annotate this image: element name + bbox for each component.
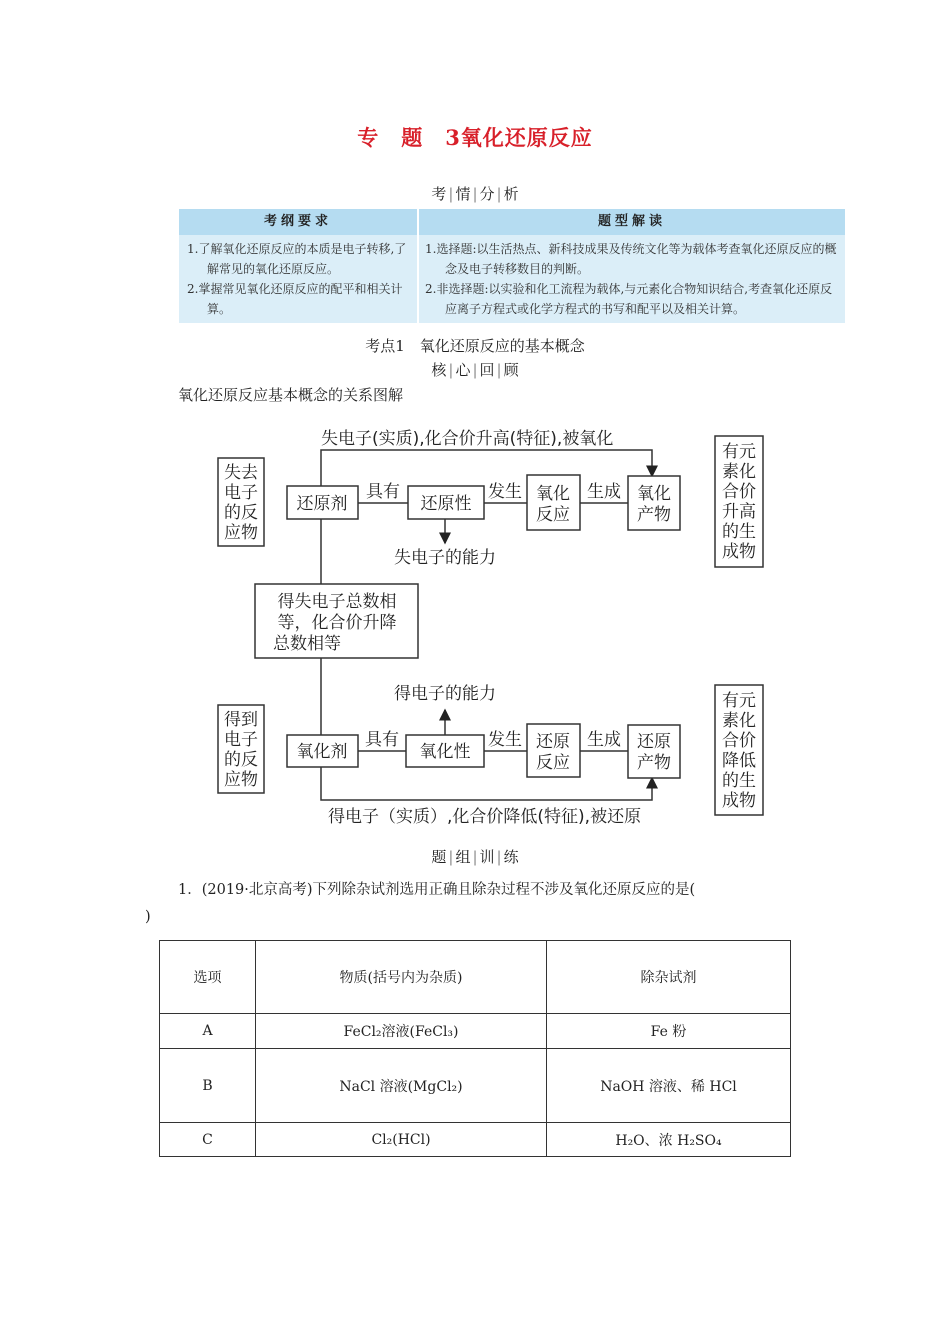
box-text: 得失电子总数相 xyxy=(277,592,397,612)
occur-label: 发生 xyxy=(488,730,522,750)
bottom-arrow-line xyxy=(321,767,652,800)
table-cell: C xyxy=(160,1123,256,1157)
heading-char: 心 xyxy=(455,361,471,379)
question-1-stem: 1．(2019·北京高考)下列除杂试剂选用正确且除杂过程不涉及氧化还原反应的是( xyxy=(178,882,696,898)
box-text: 的生 xyxy=(722,771,756,791)
box-text: 素化 xyxy=(722,462,756,482)
oxidizability-label: 氧化性 xyxy=(419,742,471,762)
table-cell: FeCl₂溶液(FeCl₃) xyxy=(256,1014,547,1049)
heading-char: 情 xyxy=(455,185,471,203)
section-heading-tizu: 题 | 组 | 训 | 练 xyxy=(431,848,519,866)
box-text: 还原 xyxy=(536,732,570,752)
section-heading-hexin: 核 | 心 | 回 | 顾 xyxy=(431,361,519,379)
heading-char: 组 xyxy=(455,848,471,866)
box-text: 降低 xyxy=(722,751,756,771)
table-cell: NaOH 溶液、稀 HCl xyxy=(547,1049,791,1123)
box-text: 电子 xyxy=(224,483,258,503)
heading-char: 练 xyxy=(503,848,519,866)
box-text: 氧化 xyxy=(536,484,570,504)
table-row xyxy=(160,1014,791,1049)
table-row xyxy=(160,1123,791,1157)
header-requirements: 考纲要求 xyxy=(179,209,417,235)
box-text: 应物 xyxy=(224,523,258,543)
title-part2: 题 xyxy=(401,125,424,150)
requirement-item: 2.掌握常见氧化还原反应的配平和相关计算。 xyxy=(187,282,403,316)
box-text: 的反 xyxy=(224,750,258,770)
table-cell: NaCl 溶液(MgCl₂) xyxy=(256,1049,547,1123)
question-type-item: 2.非选择题:以实验和化工流程为载体,与元素化合物知识结合,考查氧化还原反应离子方程式或化学方程式的书写和配平以及相关计算。 xyxy=(425,282,833,316)
heading-char: 核 xyxy=(431,361,447,379)
reductant-label: 还原剂 xyxy=(296,494,348,514)
title-part1: 专 xyxy=(357,125,380,150)
table-cell: B xyxy=(160,1049,256,1123)
bottom-arrow-label: 得电子（实质）,化合价降低(特征),被还原 xyxy=(328,807,642,827)
heading-char: 考 xyxy=(431,185,447,203)
question-1-stem-end: ) xyxy=(145,909,151,925)
table-row xyxy=(160,1049,791,1123)
heading-char: 顾 xyxy=(503,361,519,379)
oxidant-label: 氧化剂 xyxy=(296,742,348,762)
box-text: 合价 xyxy=(722,731,756,751)
options-table xyxy=(159,940,791,1157)
section-heading-kaoqing: 考 | 情 | 分 | 析 xyxy=(431,185,519,203)
box-text: 有元 xyxy=(722,442,756,462)
top-arrow-line xyxy=(321,450,652,486)
box-text: 成物 xyxy=(722,542,756,562)
box-text: 有元 xyxy=(722,691,756,711)
table-cell: H₂O、浓 H₂SO₄ xyxy=(547,1123,791,1157)
top-arrow-label: 失电子(实质),化合价升高(特征),被氧化 xyxy=(321,429,614,449)
gain-ability-label: 得电子的能力 xyxy=(394,684,496,704)
lose-ability-label: 失电子的能力 xyxy=(394,548,496,568)
kaodian-heading: 考点1 氧化还原反应的基本概念 xyxy=(365,337,585,355)
box-text: 升高 xyxy=(722,502,756,522)
title-part3: 3氧化还原反应 xyxy=(445,125,593,150)
diagram-intro: 氧化还原反应基本概念的关系图解 xyxy=(178,386,404,404)
heading-char: 析 xyxy=(503,185,519,203)
box-text: 产物 xyxy=(637,505,671,525)
table-cell: Cl₂(HCl) xyxy=(256,1123,547,1157)
box-text: 的生 xyxy=(722,522,756,542)
produce-label: 生成 xyxy=(587,482,621,502)
box-text: 的反 xyxy=(224,503,258,523)
box-text: 得到 xyxy=(224,710,258,730)
box-text: 失去 xyxy=(224,463,258,483)
heading-char: 回 xyxy=(479,361,495,379)
box-text: 等，化合价升降 xyxy=(277,613,397,633)
question-type-item: 1.选择题:以生活热点、新科技成果及传统文化等为载体考查氧化还原反应的概念及电子转移数目的判断。 xyxy=(425,242,837,276)
header-cell: 除杂试剂 xyxy=(547,941,791,1014)
heading-char: 分 xyxy=(479,185,495,203)
box-text: 产物 xyxy=(637,753,671,773)
box-text: 应物 xyxy=(224,770,258,790)
table-cell: A xyxy=(160,1014,256,1049)
produce-label: 生成 xyxy=(587,730,621,750)
heading-char: 题 xyxy=(431,848,447,866)
box-text: 总数相等 xyxy=(273,634,341,654)
box-text: 还原 xyxy=(637,732,671,752)
occur-label: 发生 xyxy=(488,482,522,502)
box-text: 氧化 xyxy=(637,484,671,504)
table-cell: Fe 粉 xyxy=(547,1014,791,1049)
box-text: 电子 xyxy=(224,730,258,750)
header-question-types: 题型解读 xyxy=(419,209,845,235)
box-text: 素化 xyxy=(722,711,756,731)
box-text: 合价 xyxy=(722,482,756,502)
has-label: 具有 xyxy=(366,482,400,502)
header-cell: 选项 xyxy=(160,941,256,1014)
box-text: 反应 xyxy=(536,505,570,525)
reducibility-label: 还原性 xyxy=(420,494,472,514)
table-header-row xyxy=(160,941,791,1014)
has-label: 具有 xyxy=(365,730,399,750)
header-cell: 物质(括号内为杂质) xyxy=(256,941,547,1014)
box-text: 反应 xyxy=(536,753,570,773)
heading-char: 训 xyxy=(479,848,495,866)
box-text: 成物 xyxy=(722,791,756,811)
requirement-item: 1.了解氧化还原反应的本质是电子转移,了解常见的氧化还原反应。 xyxy=(187,242,407,276)
